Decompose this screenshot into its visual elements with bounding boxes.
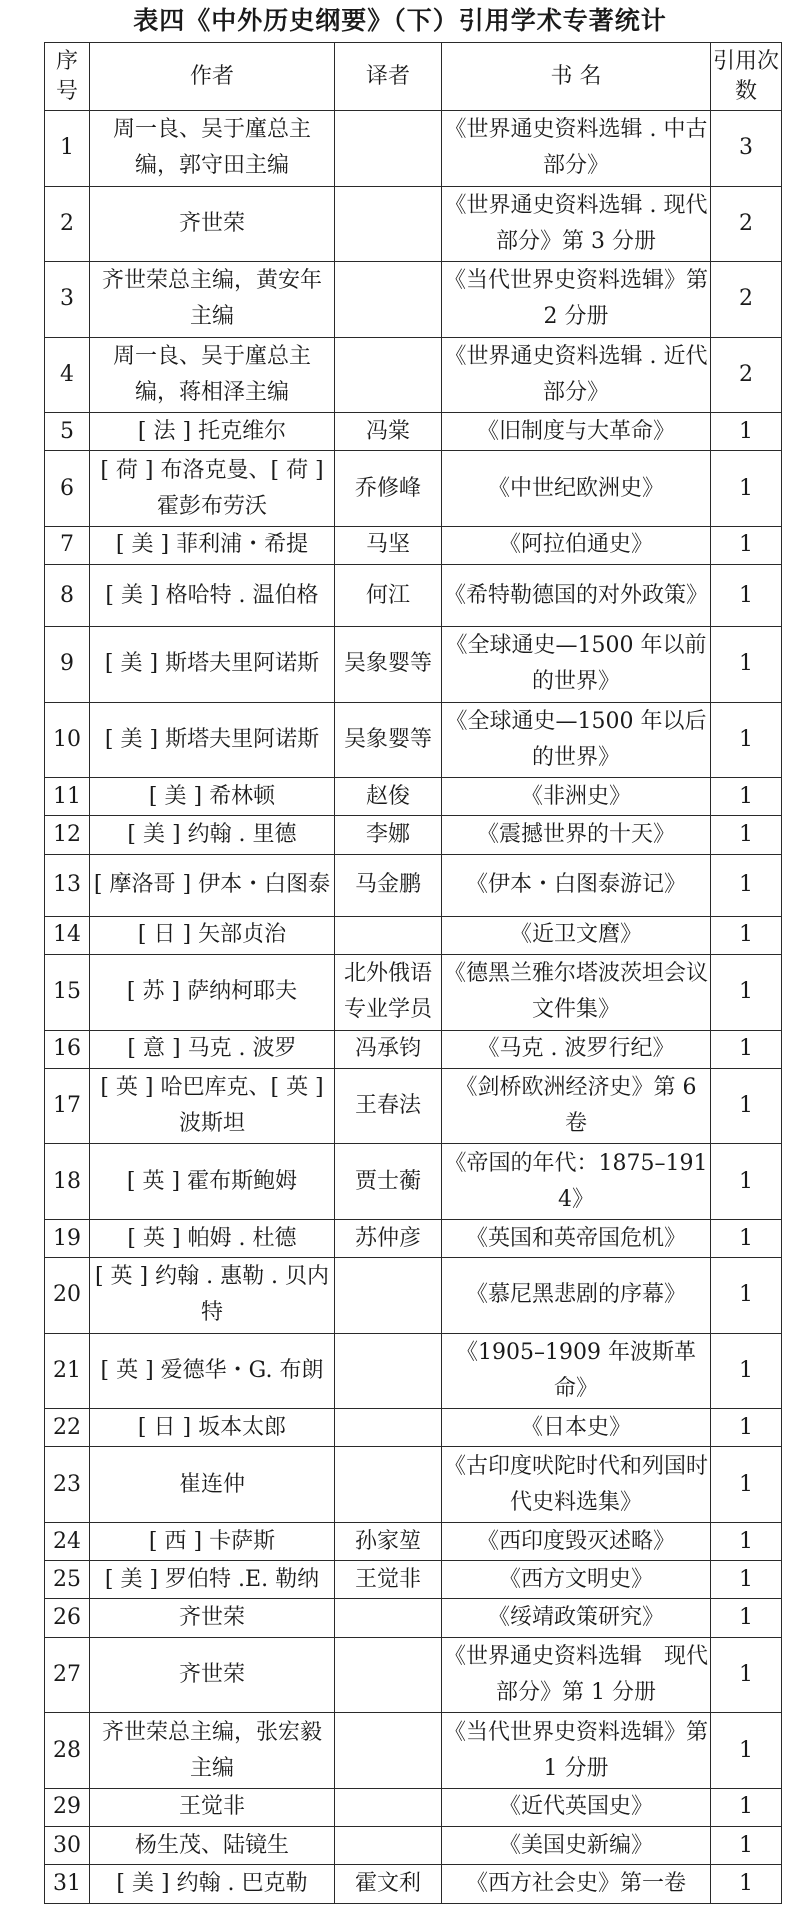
author-cell: [ 摩洛哥 ] 伊本・白图泰: [90, 854, 335, 916]
author-cell: [ 美 ] 格哈特 . 温伯格: [90, 565, 335, 627]
citation-count-cell: 1: [711, 1219, 782, 1257]
citation-count-cell: 1: [711, 854, 782, 916]
row-number: 24: [45, 1522, 90, 1560]
book-title-cell: 《当代世界史资料选辑》第 2 分册: [442, 262, 711, 338]
translator-cell: 吴象婴等: [335, 627, 442, 703]
table-row: [45, 1788, 782, 1826]
author-cell: [ 日 ] 矢部贞治: [90, 916, 335, 954]
book-title-cell: 《全球通史—1500 年以前的世界》: [442, 627, 711, 703]
table-row: [45, 916, 782, 954]
table-row: [45, 1030, 782, 1068]
book-title-cell: 《伊本・白图泰游记》: [442, 854, 711, 916]
book-title-cell: 《希特勒德国的对外政策》: [442, 565, 711, 627]
row-number: 19: [45, 1219, 90, 1257]
author-cell: 齐世荣: [90, 1599, 335, 1637]
translator-cell: [335, 916, 442, 954]
author-cell: [ 意 ] 马克 . 波罗: [90, 1030, 335, 1068]
book-title-cell: 《西方社会史》第一卷: [442, 1865, 711, 1904]
row-number: 29: [45, 1788, 90, 1826]
author-cell: [ 日 ] 坂本太郎: [90, 1409, 335, 1447]
translator-cell: 霍文利: [335, 1865, 442, 1904]
row-number: 14: [45, 916, 90, 954]
author-cell: [ 美 ] 罗伯特 .E. 勒纳: [90, 1561, 335, 1599]
citation-count-cell: 1: [711, 526, 782, 564]
row-number: 7: [45, 526, 90, 564]
table-row: [45, 1068, 782, 1144]
table-row: [45, 565, 782, 627]
translator-cell: [335, 1447, 442, 1523]
book-title-cell: 《非洲史》: [442, 778, 711, 816]
book-title-cell: 《日本史》: [442, 1409, 711, 1447]
citation-count-cell: 1: [711, 1409, 782, 1447]
author-cell: 齐世荣总主编，张宏毅主编: [90, 1713, 335, 1789]
translator-cell: 孙家堃: [335, 1522, 442, 1560]
book-title-cell: 《古印度吠陀时代和列国时代史料选集》: [442, 1447, 711, 1523]
row-number: 28: [45, 1713, 90, 1789]
row-number: 8: [45, 565, 90, 627]
translator-cell: [335, 1713, 442, 1789]
citation-count-cell: 1: [711, 451, 782, 527]
translator-cell: 王觉非: [335, 1561, 442, 1599]
translator-cell: 赵俊: [335, 778, 442, 816]
table-row: [45, 816, 782, 854]
table-row: [45, 1333, 782, 1409]
citation-count-cell: 1: [711, 955, 782, 1031]
header-count: 引用次数: [711, 43, 782, 111]
table-row: [45, 1827, 782, 1865]
citation-count-cell: 1: [711, 1068, 782, 1144]
table-row: [45, 262, 782, 338]
table-body: [45, 111, 782, 1904]
book-title-cell: 《绥靖政策研究》: [442, 1599, 711, 1637]
citation-count-cell: 3: [711, 111, 782, 187]
row-number: 2: [45, 186, 90, 262]
citation-count-cell: 1: [711, 627, 782, 703]
author-cell: 王觉非: [90, 1788, 335, 1826]
row-number: 1: [45, 111, 90, 187]
author-cell: 周一良、吴于廑总主编，蒋相泽主编: [90, 337, 335, 413]
table-row: [45, 1219, 782, 1257]
row-number: 23: [45, 1447, 90, 1523]
citation-count-cell: 2: [711, 262, 782, 338]
citation-count-cell: 1: [711, 1144, 782, 1220]
author-cell: [ 美 ] 斯塔夫里阿诺斯: [90, 702, 335, 778]
row-number: 11: [45, 778, 90, 816]
author-cell: 崔连仲: [90, 1447, 335, 1523]
citation-count-cell: 1: [711, 1258, 782, 1334]
book-title-cell: 《西印度毁灭述略》: [442, 1522, 711, 1560]
citation-count-cell: 1: [711, 1788, 782, 1826]
author-cell: 齐世荣总主编，黄安年主编: [90, 262, 335, 338]
author-cell: [ 英 ] 帕姆 . 杜德: [90, 1219, 335, 1257]
row-number: 13: [45, 854, 90, 916]
translator-cell: 吴象婴等: [335, 702, 442, 778]
header-translator: 译者: [335, 43, 442, 111]
book-title-cell: 《德黑兰雅尔塔波茨坦会议文件集》: [442, 955, 711, 1031]
row-number: 3: [45, 262, 90, 338]
row-number: 16: [45, 1030, 90, 1068]
translator-cell: [335, 1637, 442, 1713]
book-title-cell: 《震撼世界的十天》: [442, 816, 711, 854]
table-row: [45, 1258, 782, 1334]
table-row: [45, 1865, 782, 1904]
book-title-cell: 《近卫文麿》: [442, 916, 711, 954]
citation-count-cell: 1: [711, 413, 782, 451]
header-book: 书 名: [442, 43, 711, 111]
book-title-cell: 《阿拉伯通史》: [442, 526, 711, 564]
book-title-cell: 《当代世界史资料选辑》第 1 分册: [442, 1713, 711, 1789]
header-author: 作者: [90, 43, 335, 111]
row-number: 6: [45, 451, 90, 527]
book-title-cell: 《慕尼黑悲剧的序幕》: [442, 1258, 711, 1334]
row-number: 20: [45, 1258, 90, 1334]
author-cell: [ 西 ] 卡萨斯: [90, 1522, 335, 1560]
book-title-cell: 《旧制度与大革命》: [442, 413, 711, 451]
citation-table: [44, 42, 782, 1904]
row-number: 9: [45, 627, 90, 703]
translator-cell: [335, 1409, 442, 1447]
author-cell: 杨生茂、陆镜生: [90, 1827, 335, 1865]
author-cell: 齐世荣: [90, 186, 335, 262]
citation-count-cell: 1: [711, 1865, 782, 1904]
table-row: [45, 526, 782, 564]
table-row: [45, 1447, 782, 1523]
author-cell: [ 英 ] 爱德华・G. 布朗: [90, 1333, 335, 1409]
table-row: [45, 702, 782, 778]
translator-cell: 李娜: [335, 816, 442, 854]
translator-cell: 乔修峰: [335, 451, 442, 527]
book-title-cell: 《世界通史资料选辑 . 中古部分》: [442, 111, 711, 187]
translator-cell: 何江: [335, 565, 442, 627]
row-number: 30: [45, 1827, 90, 1865]
citation-count-cell: 1: [711, 816, 782, 854]
translator-cell: [335, 1333, 442, 1409]
book-title-cell: 《世界通史资料选辑 . 近代部分》: [442, 337, 711, 413]
table-row: [45, 854, 782, 916]
table-row: [45, 1713, 782, 1789]
row-number: 4: [45, 337, 90, 413]
citation-count-cell: 1: [711, 1030, 782, 1068]
table-row: [45, 1637, 782, 1713]
book-title-cell: 《中世纪欧洲史》: [442, 451, 711, 527]
translator-cell: [335, 1788, 442, 1826]
book-title-cell: 《近代英国史》: [442, 1788, 711, 1826]
table-row: [45, 627, 782, 703]
citation-count-cell: 1: [711, 1713, 782, 1789]
author-cell: [ 美 ] 约翰 . 巴克勒: [90, 1865, 335, 1904]
citation-count-cell: 1: [711, 1333, 782, 1409]
table-row: [45, 1144, 782, 1220]
book-title-cell: 《帝国的年代：1875–1914》: [442, 1144, 711, 1220]
book-title-cell: 《世界通史资料选辑 . 现代部分》第 3 分册: [442, 186, 711, 262]
translator-cell: 冯承钧: [335, 1030, 442, 1068]
author-cell: [ 美 ] 约翰 . 里德: [90, 816, 335, 854]
translator-cell: [335, 337, 442, 413]
table-row: [45, 413, 782, 451]
book-title-cell: 《1905–1909 年波斯革命》: [442, 1333, 711, 1409]
translator-cell: [335, 186, 442, 262]
author-cell: 周一良、吴于廑总主编，郭守田主编: [90, 111, 335, 187]
header-no: 序号: [45, 43, 90, 111]
citation-count-cell: 1: [711, 1637, 782, 1713]
table-row: [45, 1561, 782, 1599]
row-number: 25: [45, 1561, 90, 1599]
row-number: 5: [45, 413, 90, 451]
table-title: 表四《中外历史纲要》（下）引用学术专著统计: [133, 6, 667, 35]
author-cell: [ 英 ] 霍布斯鲍姆: [90, 1144, 335, 1220]
table-row: [45, 186, 782, 262]
translator-cell: 王春法: [335, 1068, 442, 1144]
row-number: 17: [45, 1068, 90, 1144]
translator-cell: 马坚: [335, 526, 442, 564]
citation-count-cell: 2: [711, 186, 782, 262]
author-cell: 齐世荣: [90, 1637, 335, 1713]
translator-cell: 贾士蘅: [335, 1144, 442, 1220]
translator-cell: [335, 1827, 442, 1865]
row-number: 10: [45, 702, 90, 778]
translator-cell: [335, 1258, 442, 1334]
author-cell: [ 美 ] 菲利浦・希提: [90, 526, 335, 564]
citation-count-cell: 2: [711, 337, 782, 413]
translator-cell: [335, 262, 442, 338]
row-number: 12: [45, 816, 90, 854]
translator-cell: 苏仲彦: [335, 1219, 442, 1257]
book-title-cell: 《全球通史—1500 年以后的世界》: [442, 702, 711, 778]
author-cell: [ 英 ] 约翰 . 惠勒 . 贝内特: [90, 1258, 335, 1334]
citation-count-cell: 1: [711, 1827, 782, 1865]
table-row: [45, 1522, 782, 1560]
table-row: [45, 1409, 782, 1447]
author-cell: [ 美 ] 希林顿: [90, 778, 335, 816]
translator-cell: 冯棠: [335, 413, 442, 451]
book-title-cell: 《剑桥欧洲经济史》第 6 卷: [442, 1068, 711, 1144]
row-number: 22: [45, 1409, 90, 1447]
citation-count-cell: 1: [711, 1522, 782, 1560]
citation-count-cell: 1: [711, 1599, 782, 1637]
header-row: [45, 43, 782, 111]
table-row: [45, 778, 782, 816]
book-title-cell: 《世界通史资料选辑 现代部分》第 1 分册: [442, 1637, 711, 1713]
author-cell: [ 英 ] 哈巴库克、[ 英 ] 波斯坦: [90, 1068, 335, 1144]
translator-cell: [335, 111, 442, 187]
citation-count-cell: 1: [711, 916, 782, 954]
row-number: 27: [45, 1637, 90, 1713]
author-cell: [ 荷 ] 布洛克曼、[ 荷 ] 霍彭布劳沃: [90, 451, 335, 527]
author-cell: [ 苏 ] 萨纳柯耶夫: [90, 955, 335, 1031]
translator-cell: 北外俄语专业学员: [335, 955, 442, 1031]
citation-count-cell: 1: [711, 565, 782, 627]
citation-count-cell: 1: [711, 778, 782, 816]
translator-cell: [335, 1599, 442, 1637]
author-cell: [ 美 ] 斯塔夫里阿诺斯: [90, 627, 335, 703]
table-row: [45, 111, 782, 187]
table-row: [45, 451, 782, 527]
citation-count-cell: 1: [711, 1561, 782, 1599]
book-title-cell: 《美国史新编》: [442, 1827, 711, 1865]
row-number: 26: [45, 1599, 90, 1637]
book-title-cell: 《西方文明史》: [442, 1561, 711, 1599]
row-number: 21: [45, 1333, 90, 1409]
table-row: [45, 955, 782, 1031]
citation-count-cell: 1: [711, 702, 782, 778]
row-number: 31: [45, 1865, 90, 1904]
book-title-cell: 《英国和英帝国危机》: [442, 1219, 711, 1257]
table-row: [45, 1599, 782, 1637]
translator-cell: 马金鹏: [335, 854, 442, 916]
book-title-cell: 《马克 . 波罗行纪》: [442, 1030, 711, 1068]
table-row: [45, 337, 782, 413]
row-number: 18: [45, 1144, 90, 1220]
row-number: 15: [45, 955, 90, 1031]
author-cell: [ 法 ] 托克维尔: [90, 413, 335, 451]
citation-count-cell: 1: [711, 1447, 782, 1523]
